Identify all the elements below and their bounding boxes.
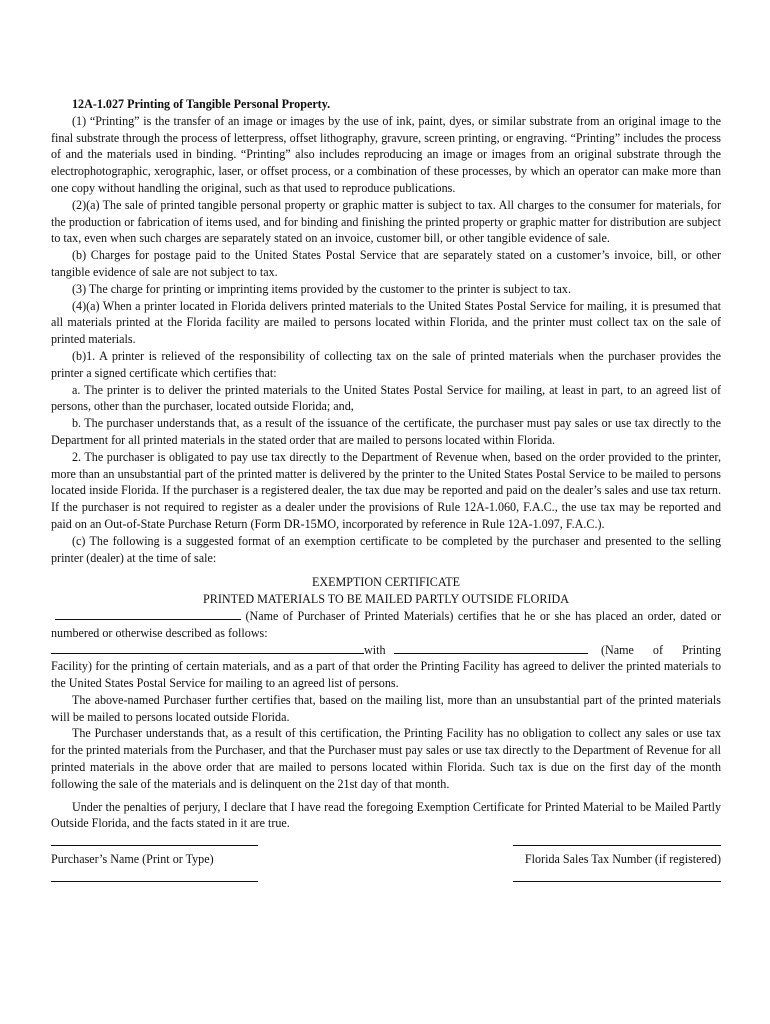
purchaser-understands-statement: The Purchaser understands that, as a result of this certification, the Printing Facility has no obligation to collect any sales or use tax for the printed materials from the Purchaser, and that the Purchaser must pay sales or use tax directly to the Department of Revenue for all printed materials in the above order that are mailed to persons located within Florida. Such tax is due on the first day of the month following the sale of the materials and is delinquent on the 21st day of that month. — [51, 726, 721, 791]
purchaser-name-label: Purchaser’s Name (Print or Type) — [51, 852, 214, 867]
date-line[interactable] — [513, 869, 721, 882]
purchaser-statement — [51, 608, 721, 642]
purchaser-statement-text: (Name of Purchaser of Printed Materials) certifies that he or she has placed an order, dated or numbered or otherwise described as follows: — [51, 608, 721, 640]
paragraph-4a: (4)(a) When a printer located in Florida delivers printed materials to the United States Postal Service for mailing, it is presumed that all materials printed at the Florida facility are mailed to persons located within Florida, and the printer must collect tax on the sale of printed materials. — [51, 298, 721, 347]
purchaser-signature-line[interactable] — [51, 869, 258, 882]
paragraph-4b1a: a. The printer is to deliver the printed materials to the United States Postal Service for mailing, at least in part, to an agreed list of persons, other than the purchaser, located outside Florida; and, — [51, 382, 721, 414]
order-description-blank[interactable] — [51, 642, 364, 654]
signature-row-2 — [51, 869, 721, 882]
with-word: with — [364, 642, 386, 657]
facility-statement: Facility) for the printing of certain materials, and as a part of that order the Printing Facility has agreed to deliver the printed materials to the United States Postal Service for mailing to an agreed list of persons. — [51, 659, 721, 691]
paragraph-2b: (b) Charges for postage paid to the United States Postal Service that are separately stated on a customer’s invoice, bill, or other tangible evidence of sale are not subject to tax. — [51, 248, 721, 279]
purchaser-name-line[interactable] — [51, 833, 258, 846]
paragraph-4b1: (b)1. A printer is relieved of the responsibility of collecting tax on the sale of printed materials when the purchaser provides the printer a signed certificate which certifies that: — [51, 348, 721, 380]
certificate-subheading: PRINTED MATERIALS TO BE MAILED PARTLY OUTSIDE FLORIDA — [203, 592, 569, 607]
printing-facility-blank[interactable] — [394, 642, 588, 654]
paragraph-3: (3) The charge for printing or imprinting items provided by the customer to the printer is subject to tax. — [72, 281, 571, 296]
certificate-heading: EXEMPTION CERTIFICATE — [311, 575, 461, 590]
order-line — [51, 642, 721, 659]
signature-row-1 — [51, 833, 721, 846]
further-certifies-statement: The above-named Purchaser further certifies that, based on the mailing list, more than an unsubstantial part of the printed materials will be mailed to persons located outside Florida. — [51, 692, 721, 724]
tax-number-line[interactable] — [513, 833, 721, 846]
tax-number-label: Florida Sales Tax Number (if registered) — [524, 852, 721, 867]
signature-labels — [51, 851, 721, 868]
paragraph-2a: (2)(a) The sale of printed tangible personal property or graphic matter is subject to tax. All charges to the consumer for materials, for the production or fabrication of items used, and for binding and finishing the printed property or graphic matter for distribution are subject to tax, even when such charges are separately stated on an invoice, customer bill, or other tangible evidence of sale. — [51, 197, 721, 246]
document-page — [51, 96, 721, 882]
paragraph-4b2: 2. The purchaser is obligated to pay use tax directly to the Department of Revenue when, based on the order provided to the printer, more than an unsubstantial part of the printed matter is delivered by the printer to the United States Postal Service to be mailed to persons located inside Florida. If the purchaser is a registered dealer, the tax due may be reported and paid on the dealer’s sales and use tax return. If the purchaser is not required to register as a dealer under the provisions of Rule 12A-1.060, F.A.C., the use tax may be reported and paid on an Out-of-State Purchase Return (Form DR-15MO, incorporated by reference in Rule 12A-1.097, F.A.C.). — [51, 449, 721, 531]
paragraph-4b1b: b. The purchaser understands that, as a result of the issuance of the certificate, the purchaser must pay sales or use tax directly to the Department for all printed materials in the stated order that are mailed to persons located within Florida. — [51, 416, 721, 447]
purchaser-name-blank[interactable] — [55, 608, 241, 620]
name-of-printing-label: (Name of Printing — [601, 642, 721, 657]
perjury-declaration: Under the penalties of perjury, I declare that I have read the foregoing Exemption Certificate for Printed Material to be Mailed Partly Outside Florida, and the facts stated in it are true. — [51, 799, 721, 831]
paragraph-4c: (c) The following is a suggested format of an exemption certificate to be completed by the purchaser and presented to the selling printer (dealer) at the time of sale: — [51, 533, 721, 565]
paragraph-1: (1) “Printing” is the transfer of an image or images by the use of ink, paint, dyes, or similar substrate from an original image to the final substrate through the process of letterpress, offset lithography, gravure, screen printing, or engraving. “Printing” includes the process of and the materials used in binding. “Printing” also includes reproducing an image or images from an original substrate through the electrophotographic, xerographic, laser, or offset process, or a combination of these processes, by which an operator can make more than one copy without handling the original, such as that used to reproduce publications. — [51, 113, 721, 195]
rule-title: 12A-1.027 Printing of Tangible Personal Property. — [72, 97, 331, 111]
